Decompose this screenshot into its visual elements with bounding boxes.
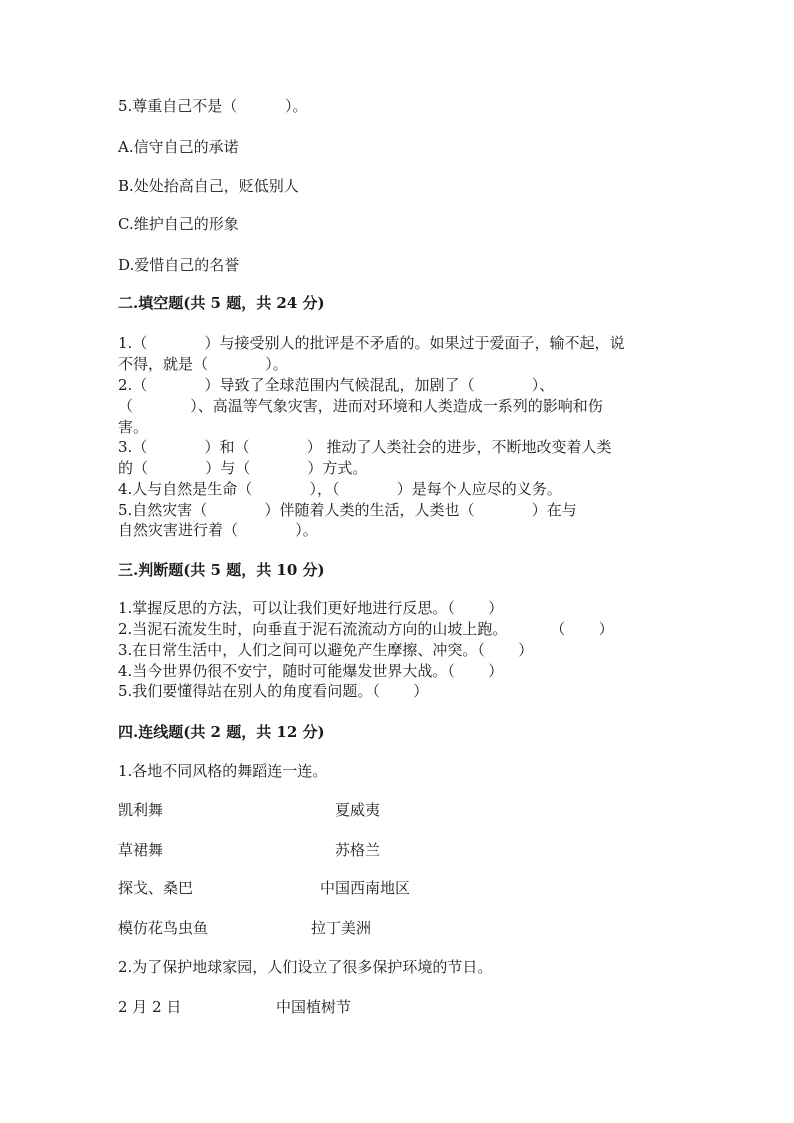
judge-line: 5.我们要懂得站在别人的角度看问题。（ ） [118,682,429,700]
fill-line: 1.（ ）与接受别人的批评是不矛盾的。如果过于爱面子，输不起，说 [118,334,625,352]
fill-line: 自然灾害进行着（ ）。 [118,521,318,539]
option-b: B.处处抬高自己，贬低别人 [118,177,299,195]
option-d: D.爱惜自己的名誉 [118,256,240,274]
matching-question-1: 1.各地不同风格的舞蹈连一连。 [118,762,328,780]
match-left-item: 凯利舞 [118,801,164,819]
fill-line: 害。 [118,418,149,436]
option-c: C.维护自己的形象 [118,215,239,233]
question-5-stem: 5.尊重自己不是（ ）。 [118,97,308,115]
match-right-item: 中国植树节 [276,998,352,1016]
fill-line: 5.自然灾害（ ）伴随着人类的生活，人类也（ ）在与 [118,501,577,519]
option-a: A.信守自己的承诺 [118,138,239,156]
matching-question-2: 2.为了保护地球家园，人们设立了很多保护环境的节日。 [118,958,493,976]
fill-line: 3.（ ）和（ ） 推动了人类社会的进步，不断地改变着人类 [118,438,612,456]
fill-line: 2.（ ）导致了全球范围内气候混乱，加剧了（ ）、 [118,376,555,394]
match-right-item: 拉丁美洲 [311,919,372,937]
match-left-item: 探戈、桑巴 [118,879,194,897]
section-2-heading: 二.填空题(共 5 题，共 24 分) [118,294,325,312]
match-left-item: 模仿花鸟虫鱼 [118,919,209,937]
judge-line: 4.当今世界仍很不安宁，随时可能爆发世界大战。（ ） [118,662,504,680]
fill-line: 的（ ）与（ ）方式。 [118,459,368,477]
fill-line: （ ）、高温等气象灾害，进而对环境和人类造成一系列的影响和伤 [118,397,603,415]
fill-line: 不得，就是（ ）。 [118,355,288,373]
match-right-item: 夏威夷 [335,801,381,819]
judge-line: 1.掌握反思的方法，可以让我们更好地进行反思。（ ） [118,599,504,617]
match-left-item: 草裙舞 [118,841,164,859]
match-right-item: 苏格兰 [335,841,381,859]
match-left-item: 2 月 2 日 [118,998,182,1016]
judge-line: 2.当泥石流发生时，向垂直于泥石流流动方向的山坡上跑。 （ ） [118,620,614,638]
fill-line: 4.人与自然是生命（ ），（ ）是每个人应尽的义务。 [118,480,562,498]
section-3-heading: 三.判断题(共 5 题，共 10 分) [118,561,325,579]
match-right-item: 中国西南地区 [320,879,411,897]
section-4-heading: 四.连线题(共 2 题，共 12 分) [118,723,325,741]
judge-line: 3.在日常生活中，人们之间可以避免产生摩擦、冲突。（ ） [118,641,534,659]
